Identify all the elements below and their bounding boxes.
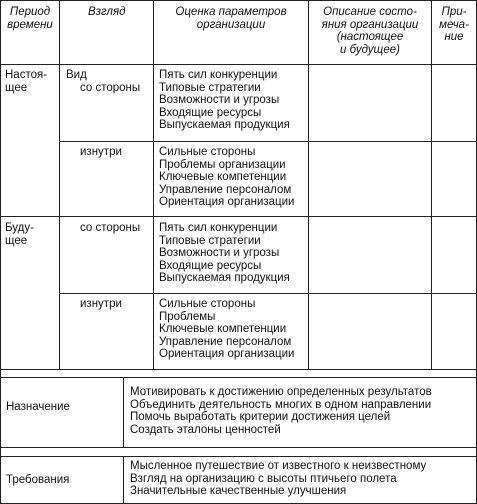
header-period: Период времени	[7, 6, 53, 31]
table-border-top	[0, 0, 477, 1]
col-divider	[123, 456, 124, 504]
view-outside: со стороны	[80, 82, 141, 94]
view-outside: со стороны	[80, 222, 141, 234]
section-divider	[0, 369, 477, 370]
row-divider	[59, 141, 477, 142]
view-label-word: Вид	[66, 69, 87, 81]
col-divider	[308, 0, 309, 369]
header-assessment: Оценка параметров организации	[175, 6, 287, 31]
col-divider	[153, 0, 154, 369]
period-future: Буду- щее	[5, 222, 34, 247]
header-description: Описание состо- яния организации (настоящее и будущее)	[321, 6, 419, 56]
purpose-label: Назначение	[6, 401, 70, 413]
section-divider	[0, 456, 477, 457]
params-list: Пять сил конкуренции Типовые стратегии Возможности и угрозы Входящие ресурсы Выпускаемая продукция	[159, 69, 290, 132]
header-view: Взгляд	[88, 6, 126, 18]
col-divider	[431, 0, 432, 369]
params-list: Пять сил конкуренции Типовые стратегии Возможности и угрозы Входящие ресурсы Выпускаемая продукция	[159, 222, 290, 285]
params-list: Сильные стороны Проблемы организации Ключевые компетенции Управление персоналом Ориентация организации	[159, 146, 295, 209]
period-present: Настоя- щее	[5, 69, 48, 94]
col-divider	[123, 377, 124, 447]
purpose-list: Мотивировать к достижению определенных результатов Объединить деятельность многих в одном направлении Помочь выработать критерии достижения целей Создать эталоны ценностей	[130, 386, 432, 436]
section-divider	[0, 377, 477, 378]
table-border-left	[0, 0, 1, 504]
header-divider	[0, 64, 477, 65]
view-inside: изнутри	[80, 146, 122, 158]
row-divider	[0, 216, 477, 217]
section-divider	[0, 447, 477, 448]
header-note: При- меча- ние	[439, 6, 469, 44]
view-inside: изнутри	[80, 298, 122, 310]
requirements-label: Требования	[6, 474, 70, 486]
row-divider	[59, 293, 477, 294]
col-divider	[59, 0, 60, 369]
params-list: Сильные стороны Проблемы Ключевые компетенции Управление персоналом Ориентация организации	[159, 298, 295, 361]
requirements-list: Мысленное путешествие от известного к неизвестному Взгляд на организацию с высоты птичьего полета Значительные качественные улучшения	[130, 460, 427, 498]
